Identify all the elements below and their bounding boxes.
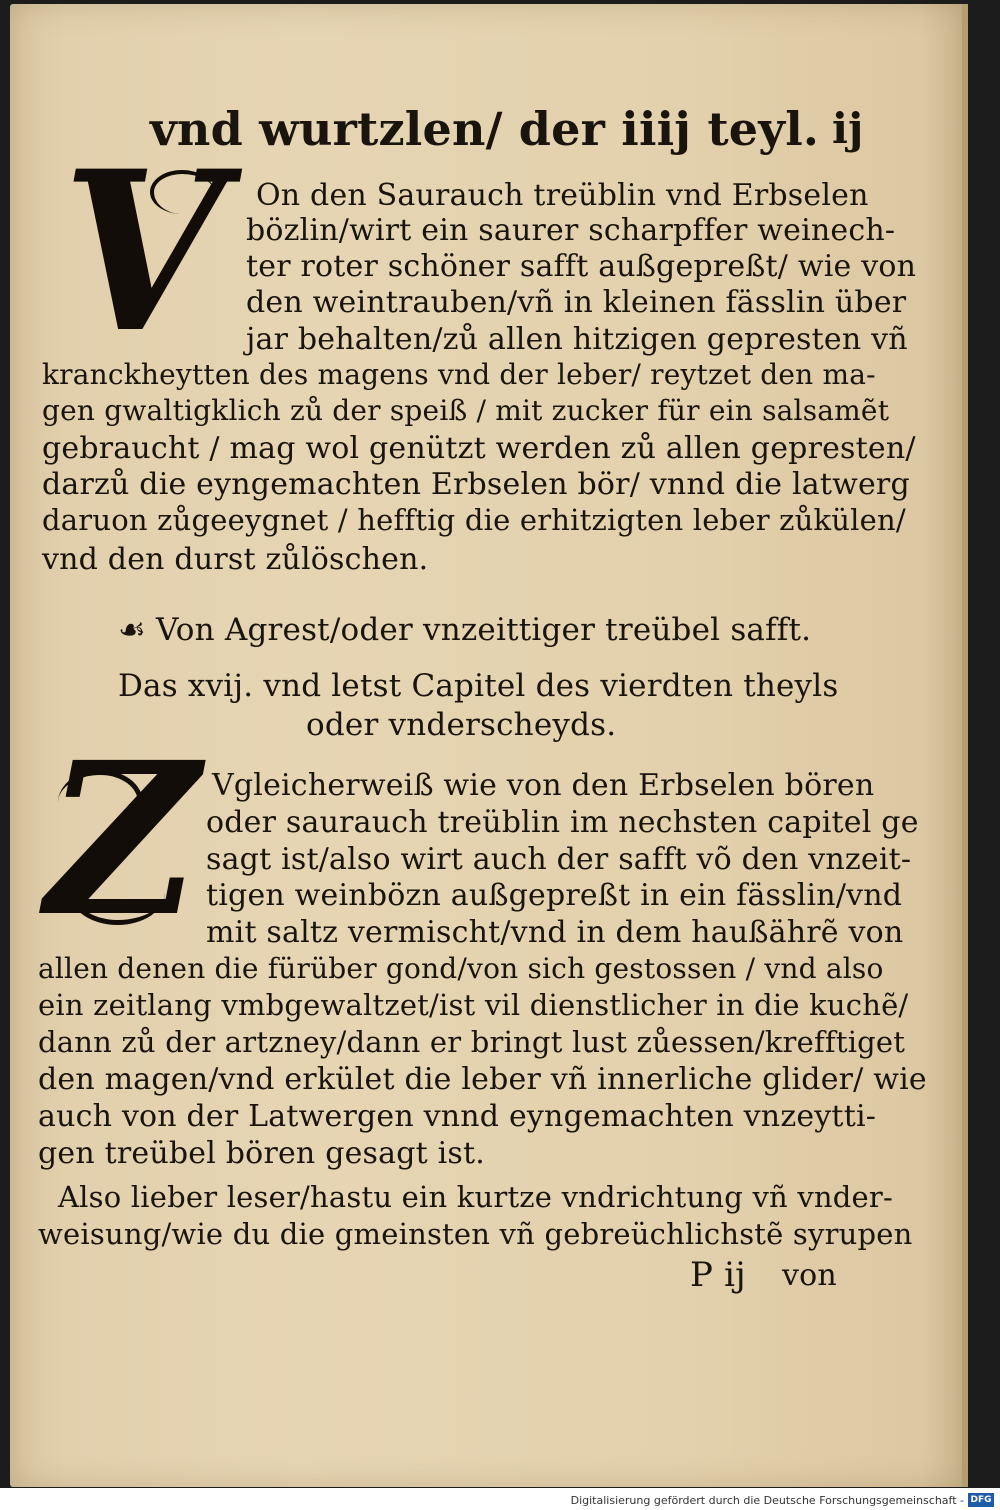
chapter-title-text: Von Agrest/oder vnzeittiger treübel safft. [156,612,812,648]
signature-mark: P ij [690,1255,746,1295]
text-line: allen denen die fürüber gond/von sich gestossen / vnd also [38,952,884,985]
running-title: vnd wurtzlen/ der iiij teyl. [150,102,820,156]
text-line: ter roter schöner safft außgepreßt/ wie von [246,249,917,284]
funding-credit: Digitalisierung gefördert durch die Deutsche Forschungsgemeinschaft - [570,1494,964,1507]
text-line: gebraucht / mag wol genützt werden zů allen gepresten/ [42,431,916,466]
text-line: auch von der Latwergen vnnd eyngemachten vnzeytti- [38,1099,877,1134]
page-edge [962,4,968,1487]
chapter-title [118,612,811,648]
text-line: dann zů der artzney/dann er bringt lust zůessen/krefftiget [38,1025,906,1059]
chapter-subtitle: Das xvij. vnd letst Capitel des vierdten theyls [118,668,839,704]
initial-flourish [70,860,165,925]
decorated-initial-v: V [62,122,225,381]
text-line: ein zeitlang vmbgewaltzet/ist vil dienstlicher in die kuchẽ/ [38,988,909,1022]
decorated-initial-z: Z [46,716,200,963]
dfg-logo: DFG [968,1493,994,1507]
paragraph-mark-icon: ☙ [118,612,157,648]
text-line: mit saltz vermischt/vnd in dem haußährẽ von [206,915,904,950]
text-line: daruon zůgeeygnet / hefftig die erhitzigten leber zůkülen/ [42,503,906,537]
text-line: jar behalten/zů allen hitzigen gepresten vñ [246,322,908,357]
text-line: kranckheytten des magens vnd der leber/ reytzet den ma- [42,358,876,391]
folio-number: ij [832,104,864,153]
text-line: Also lieber leser/hastu ein kurtze vndrichtung vñ vnder- [58,1180,893,1214]
text-line: gen treübel bören gesagt ist. [38,1136,486,1171]
text-line: vnd den durst zůlöschen. [42,542,429,577]
credit-bar [0,1488,1000,1510]
text-line: sagt ist/also wirt auch der safft võ den vnzeit- [206,842,912,877]
text-line: darzů die eyngemachten Erbselen bör/ vnnd die latwerg [42,467,910,502]
text-line: den magen/vnd erkület die leber vñ innerliche glider/ wie [38,1062,927,1097]
chapter-subtitle: oder vnderscheyds. [306,707,617,743]
text-line: Vgleicherweiß wie von den Erbselen bören [212,768,875,803]
initial-flourish [150,170,214,214]
text-line: oder saurauch treüblin im nechsten capitel ge [206,805,919,840]
text-line: den weintrauben/vñ in kleinen fässlin über [246,285,907,320]
text-line: On den Saurauch treüblin vnd Erbselen [256,178,869,213]
initial-flourish [58,770,143,835]
text-line: bözlin/wirt ein saurer scharpffer weinech- [246,213,896,248]
text-line: weisung/wie du die gmeinsten vñ gebreüchlichstẽ syrupen [38,1217,913,1251]
catchword: von [782,1258,837,1293]
text-line: tigen weinbözn außgepreßt in ein fässlin/vnd [206,878,903,913]
text-line: gen gwaltigklich zů der speiß / mit zucker für ein salsamẽt [42,394,890,427]
